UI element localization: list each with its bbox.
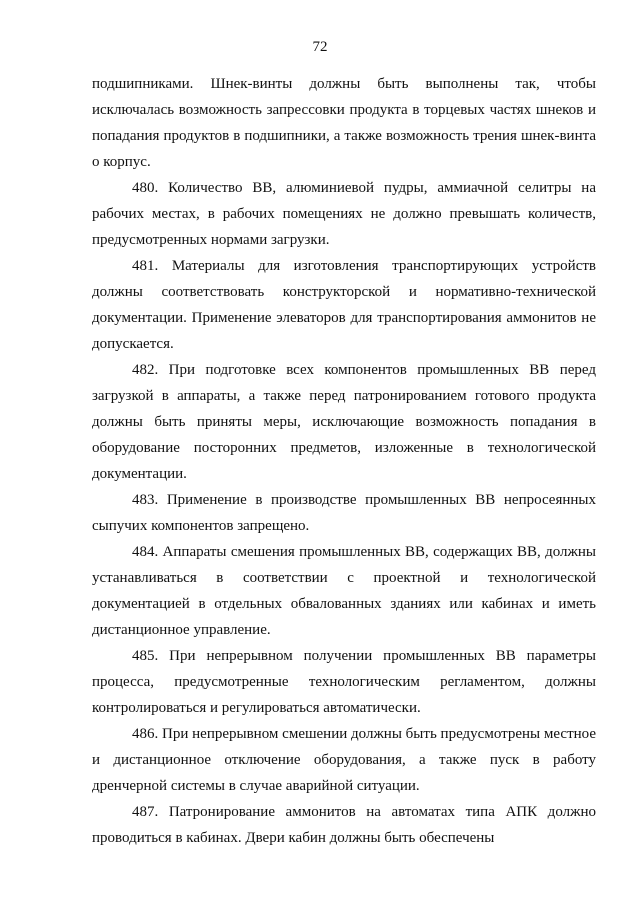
paragraph-item-480: 480. Количество ВВ, алюминиевой пудры, аммиачной селитры на рабочих местах, в рабочих помещениях не должно превышать количеств, предусмотренных нормами загрузки. <box>92 180 596 248</box>
paragraph-item-487: 487. Патронирование аммонитов на автоматах типа АПК должно проводиться в кабинах. Двери кабин должны быть обеспечены <box>92 804 596 846</box>
document-body <box>92 71 596 851</box>
paragraph-item-486: 486. При непрерывном смешении должны быть предусмотрены местное и дистанционное отключение оборудования, а также пуск в работу дренчерной системы в случае аварийной ситуации. <box>92 726 596 794</box>
paragraph-item-483: 483. Применение в производстве промышленных ВВ непросеянных сыпучих компонентов запрещено. <box>92 492 596 534</box>
paragraph-item-482: 482. При подготовке всех компонентов промышленных ВВ перед загрузкой в аппараты, а также перед патронированием готового продукта должны быть приняты меры, исключающие возможность попадания в оборудование посторонних предметов, изложенные в технологической документации. <box>92 362 596 482</box>
paragraph-item-484: 484. Аппараты смешения промышленных ВВ, содержащих ВВ, должны устанавливаться в соответствии с проектной и технологической документацией в отдельных обвалованных зданиях или кабинах и иметь дистанционное управление. <box>92 544 596 638</box>
paragraph-item-481: 481. Материалы для изготовления транспортирующих устройств должны соответствовать конструкторской и нормативно-технической документации. Применение элеваторов для транспортирования аммонитов не допускается. <box>92 258 596 352</box>
page-number: 72 <box>312 39 328 55</box>
paragraph-continuation: подшипниками. Шнек-винты должны быть выполнены так, чтобы исключалась возможность запрессовки продукта в торцевых частях шнеков и попадания продуктов в подшипники, а также возможность трения шнек-винта о корпус. <box>92 76 596 170</box>
paragraph-item-485: 485. При непрерывном получении промышленных ВВ параметры процесса, предусмотренные технологическим регламентом, должны контролироваться и регулироваться автоматически. <box>92 648 596 716</box>
